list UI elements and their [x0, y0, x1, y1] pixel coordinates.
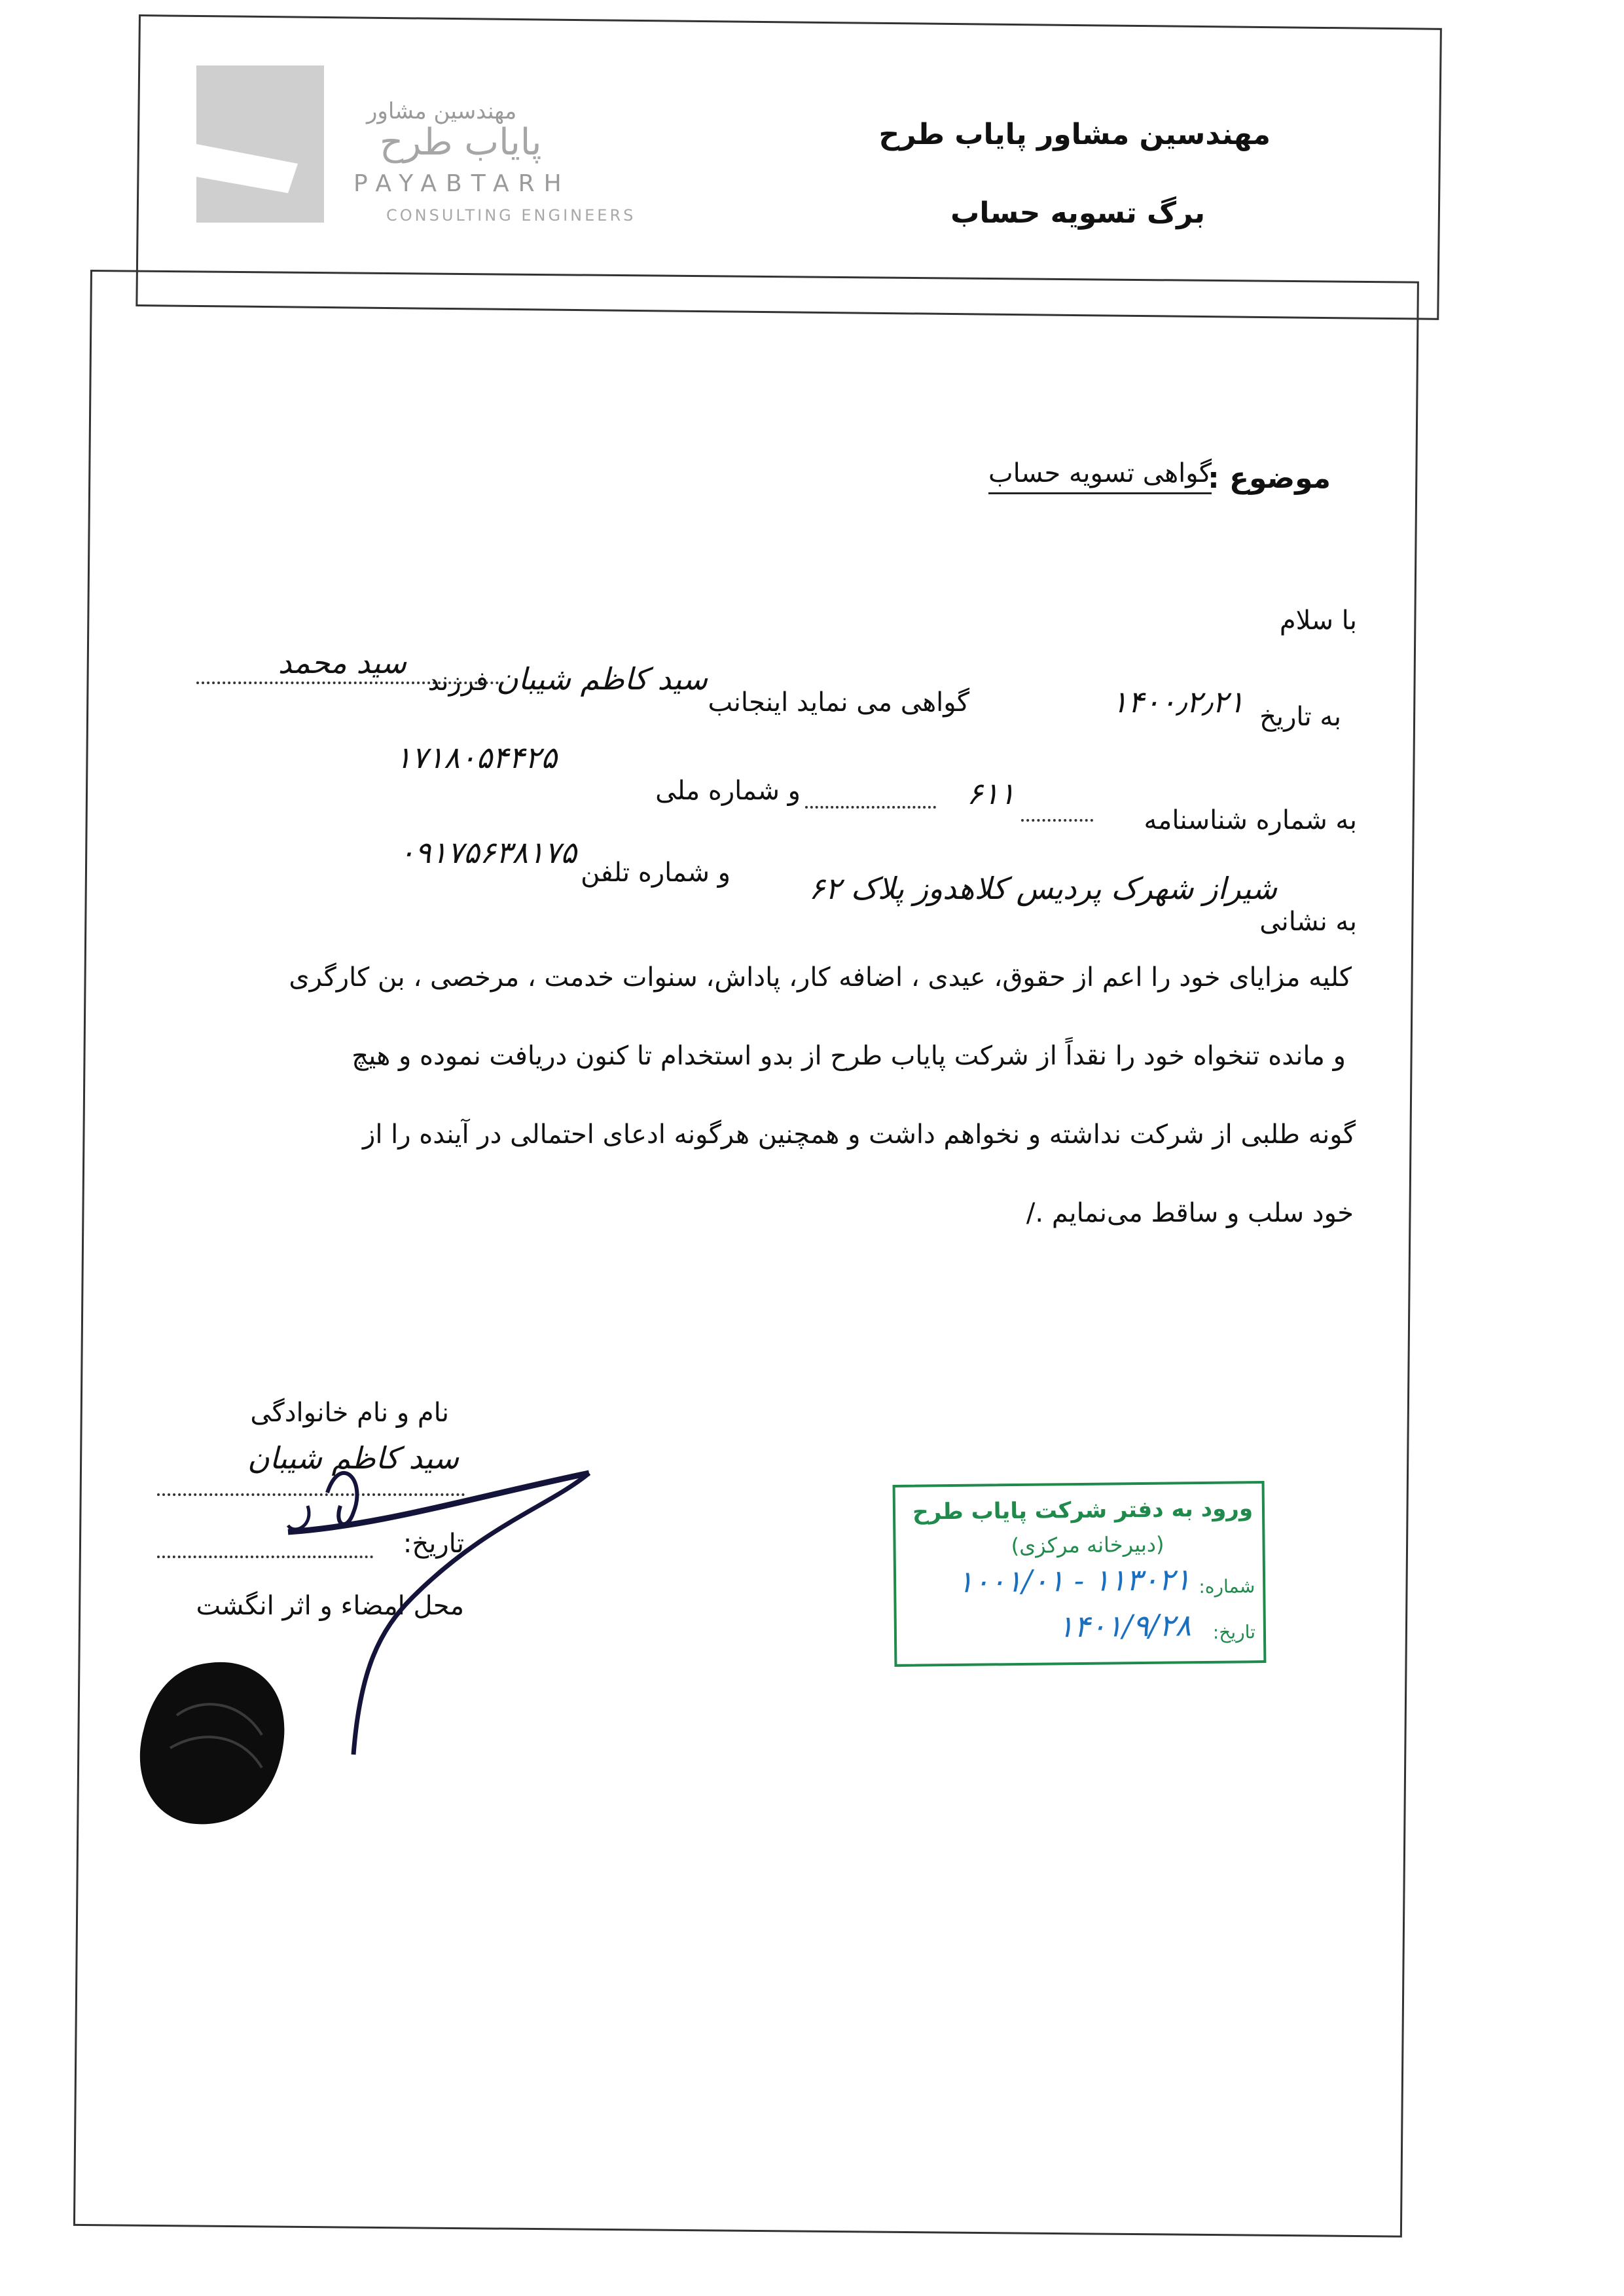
- form-title: برگ تسویه حساب: [950, 196, 1205, 230]
- signature-date-label: تاریخ:: [403, 1529, 464, 1559]
- greeting: با سلام: [1279, 606, 1357, 636]
- logo-text-en-sub: CONSULTING ENGINEERS: [386, 206, 636, 225]
- address-label: به نشانی: [1259, 907, 1357, 937]
- office-stamp: [893, 1481, 1267, 1667]
- idcard-label: به شماره شناسنامه: [1144, 805, 1357, 835]
- phone-label: و شماره تلفن: [581, 858, 731, 888]
- father-value: سید محمد: [278, 645, 406, 680]
- idcard-value: ۶۱۱: [966, 776, 1015, 811]
- name-value: سید کاظم شیبان: [496, 661, 708, 697]
- body-paragraph-1: کلیه مزایای خود را اعم از حقوق، عیدی ، اضافه کار، پاداش، سنوات خدمت ، مرخصی ، بن کارگری: [289, 962, 1352, 993]
- subject-label: موضوع :: [1208, 462, 1331, 495]
- body-paragraph-3: گونه طلبی از شرکت نداشته و نخواهم داشت و همچنین هرگونه ادعای احتمالی در آینده را از: [363, 1120, 1356, 1150]
- stamp-date-label: تاریخ:: [1212, 1621, 1256, 1643]
- body-paragraph-4: خود سلب و ساقط می‌نمایم ./: [1026, 1198, 1354, 1228]
- address-value: شیراز شهرک پردیس کلاهدوز پلاک ۶۲: [808, 871, 1277, 906]
- logo-mark-icon: [196, 65, 324, 223]
- fullname-label: نام و نام خانوادگی: [250, 1398, 449, 1428]
- father-dots: [196, 674, 504, 687]
- sign-place-label: محل امضاء و اثر انگشت: [196, 1591, 464, 1621]
- signature-icon: [249, 1453, 615, 1794]
- idcard-dots: [1021, 812, 1093, 824]
- body-box: [73, 270, 1419, 2238]
- company-logo: [196, 65, 324, 223]
- logo-text-small: مهندسین مشاور: [367, 98, 517, 124]
- stamp-number-value: ۱۰۰۱/۰۱ - ۱۱۳۰۲۱: [957, 1561, 1191, 1599]
- father-label: فرزند: [427, 666, 488, 697]
- logo-text-fa: پایاب طرح: [380, 121, 542, 164]
- stamp-subtitle: (دبیرخانه مرکزی): [1011, 1531, 1164, 1559]
- fullname-value: سید کاظم شیبان: [247, 1440, 459, 1476]
- subject-value: گواهی تسویه حساب: [988, 458, 1212, 494]
- thumbprint-icon: [131, 1656, 301, 1833]
- company-title: مهندسین مشاور پایاب طرح: [878, 118, 1271, 151]
- logo-text-en: PAYABTARH: [353, 170, 571, 197]
- stamp-date-value: ۱۴۰۱/۹/۲۸: [1057, 1607, 1192, 1645]
- date-label: به تاریخ: [1259, 702, 1341, 732]
- body-paragraph-2: و مانده تنخواه خود را نقداً از شرکت پایاب طرح از بدو استخدام تا کنون دریافت نموده و هیچ: [352, 1041, 1346, 1071]
- stamp-title: ورود به دفتر شرکت پایاب طرح: [912, 1495, 1254, 1525]
- certify-text: گواهی می نماید اینجانب: [708, 687, 969, 718]
- date-value: ۱۴۰۰٫۲٫۲۱: [1111, 684, 1244, 720]
- national-value: ۱۷۱۸۰۵۴۴۲۵: [395, 740, 557, 775]
- phone-value: ۰۹۱۷۵۶۳۸۱۷۵: [399, 835, 577, 870]
- stamp-number-label: شماره:: [1199, 1575, 1255, 1598]
- national-label: و شماره ملی: [655, 776, 801, 806]
- idcard-dots-2: [805, 799, 936, 811]
